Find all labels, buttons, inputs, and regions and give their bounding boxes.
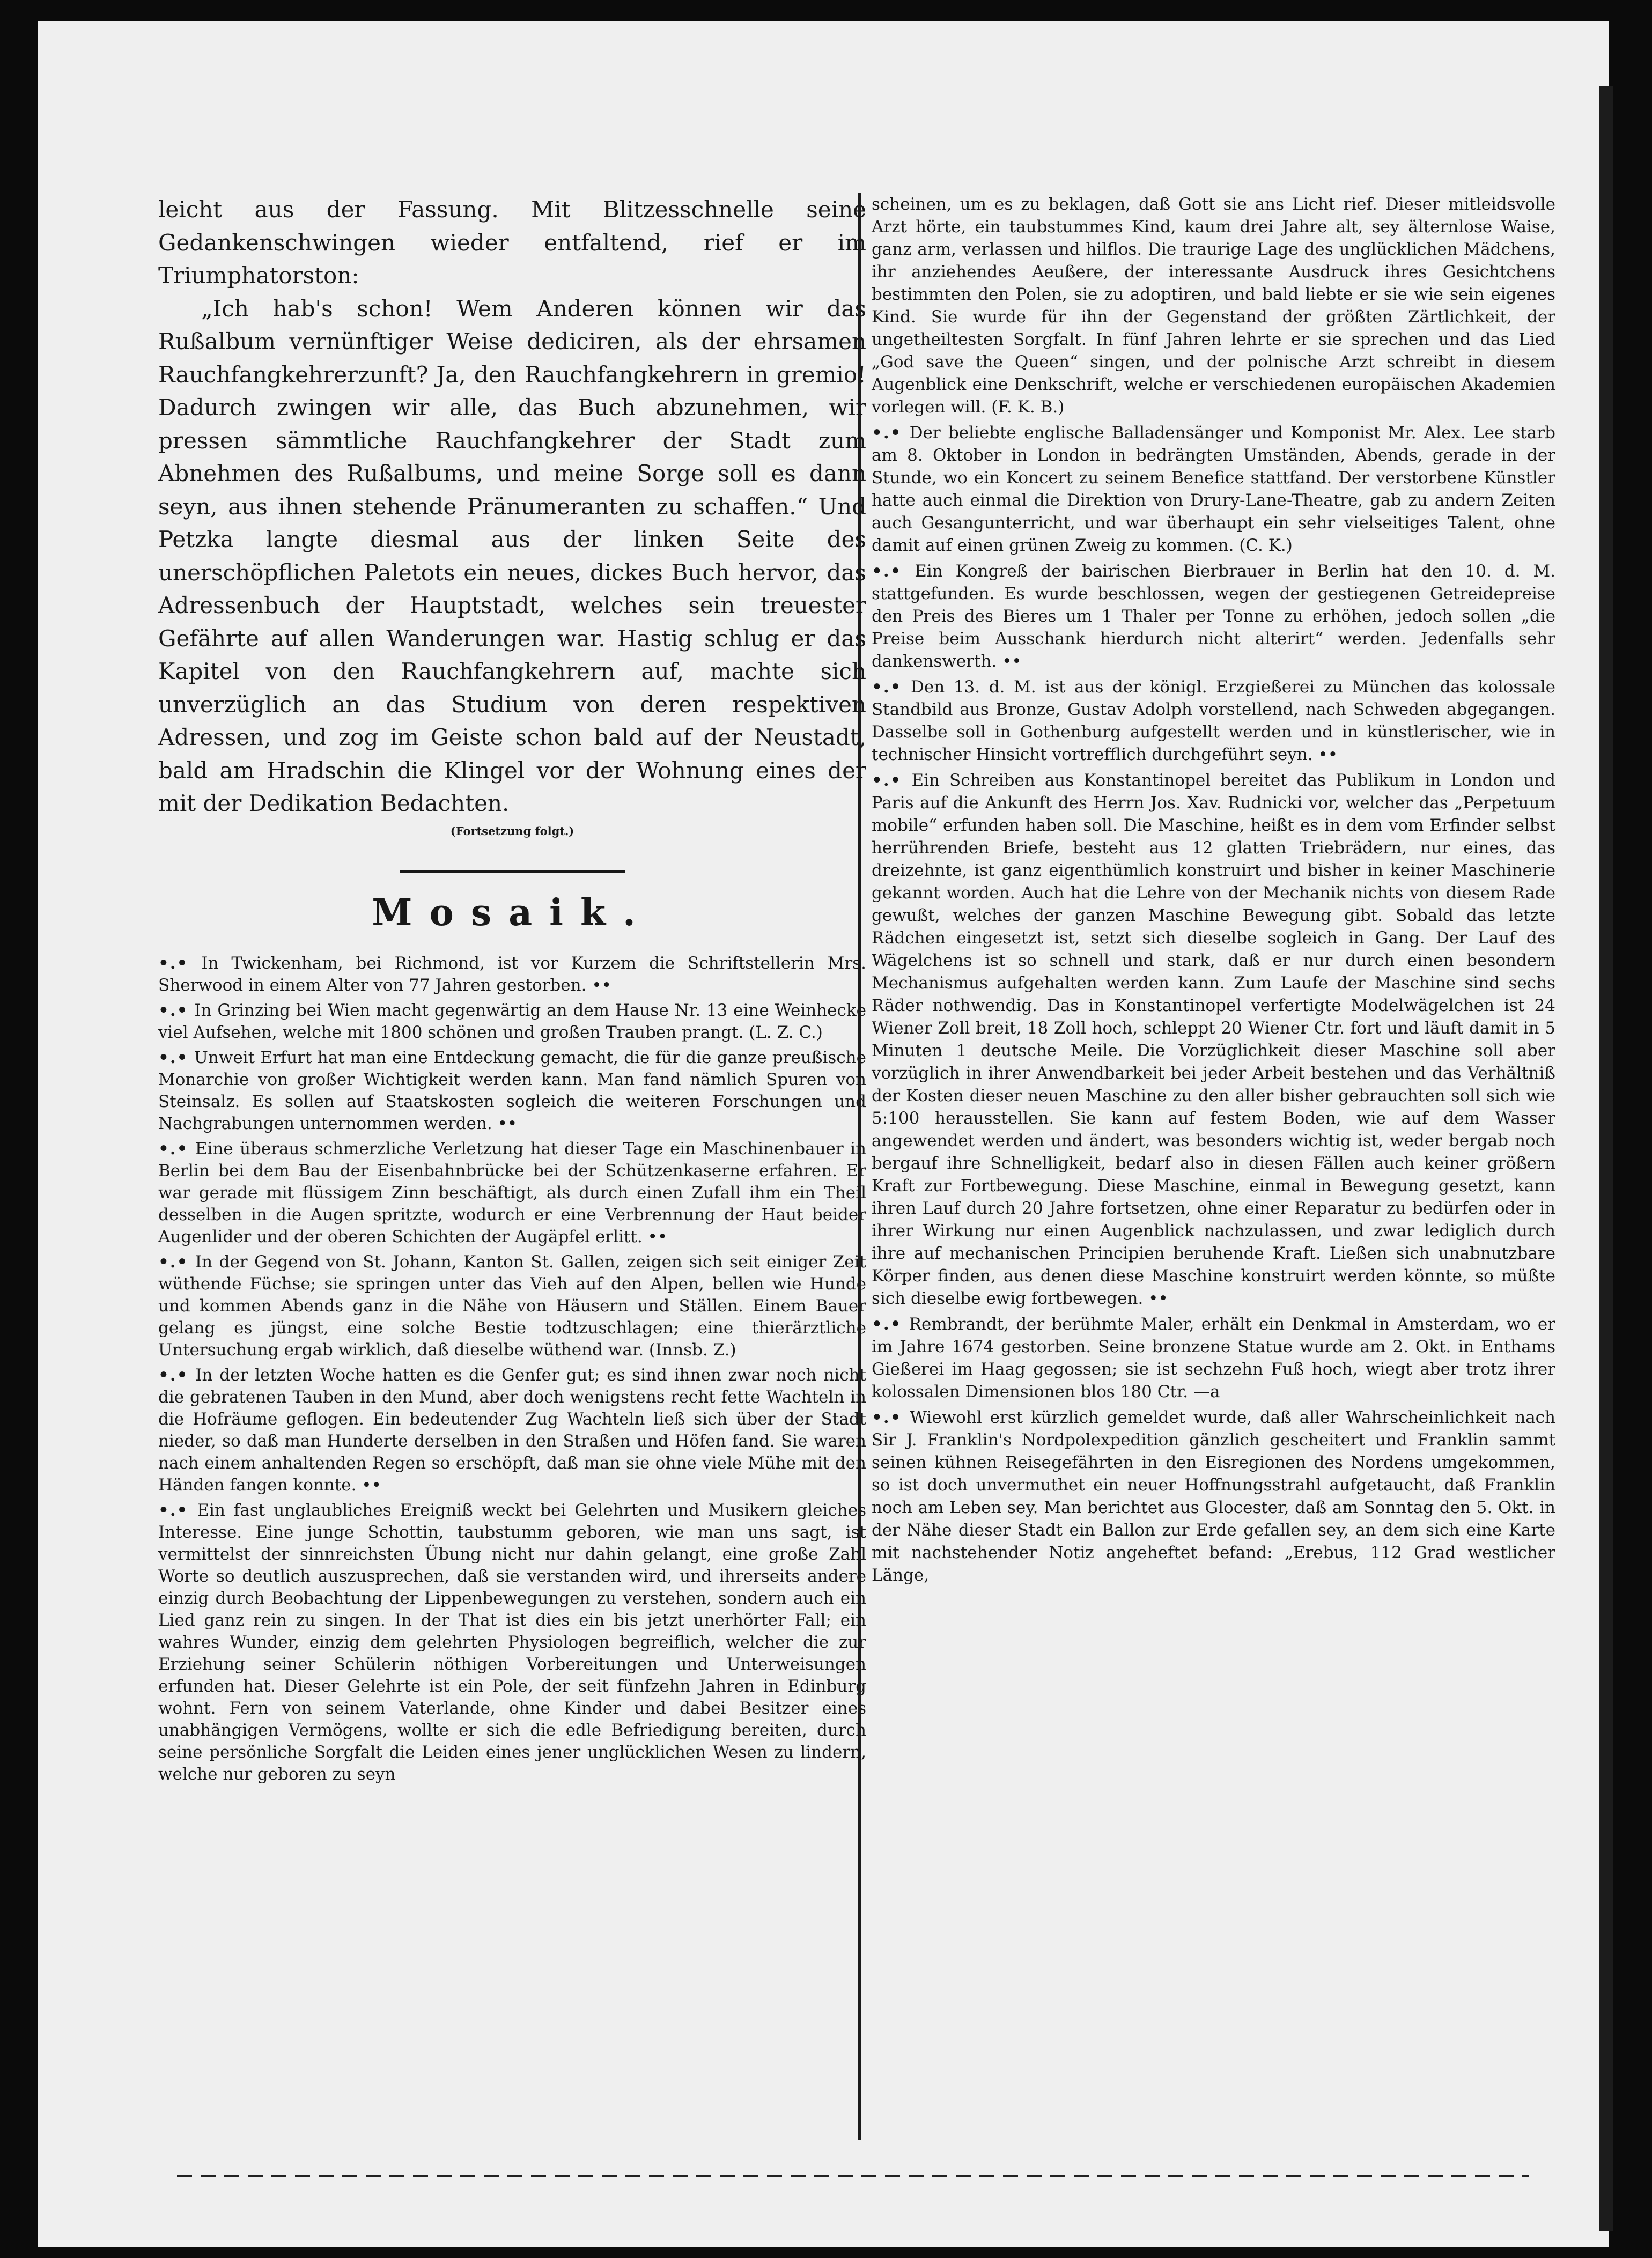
news-item [872,1406,1555,1586]
asterism-icon: •.• [872,1315,902,1334]
page-edge-shadow [1599,86,1613,2231]
continuation-note: (Fortsetzung folgt.) [450,824,574,838]
asterism-icon: •.• [158,1000,189,1020]
news-item [158,1500,866,1785]
news-item [158,1364,866,1496]
news-item [872,1313,1555,1403]
news-text: Ein Schreiben aus Konstantinopel bereitet das Publikum in London und Paris auf die Ankunft des Herrn Jos. Xav. Rudnicki vor, welcher das „Perpetuum mobile“ erfunden haben soll. Die Maschine, heißt es in dem vom Erfinder selbst herrührenden Briefe, besteht aus 12 glatten Triebrädern, nur eines, das dreizehnte, ist ganz eigenthümlich konstruirt und bisher in keiner Maschinerie gekannt worden. Auch hat die Lehre von der Mechanik nichts von diesem Rade gewußt, welches der ganzen Maschine Bewegung gibt. Sobald das letzte Rädchen eingesetzt ist, setzt sich dieselbe sogleich in Gang. Der Lauf des Wägelchens ist so schnell und stark, daß er nur durch einen besondern Mechanismus aufgehalten werden kann. Zum Laufe der Maschine sind sechs Räder nothwendig. Das in Konstantinopel verfertigte Modelwägelchen ist 24 Wiener Zoll breit, 18 Zoll hoch, schleppt 20 Wiener Ctr. fort und läuft damit in 5 Minuten 1 deutsche Meile. Die Vorzüglichkeit dieser Maschine soll aber vorzüglich in ihrer Anwendbarkeit bei jeder Arbeit bestehen und das Verhältniß der Kosten dieser neuen Maschine zu den aller bisher gebrauchten soll sich wie 5:100 herausstellen. Sie kann auf festem Boden, wie auf dem Wasser angewendet werden und ändert, was besonders wichtig ist, weder bergab noch bergauf ihre Schnelligkeit, bedarf also in diesen Fällen auch keiner größern Kraft zur Fortbewegung. Diese Maschine, einmal in Bewegung gesetzt, kann ihren Lauf durch 20 Jahre fortsetzen, ohne einer Reparatur zu bedürfen oder in ihrer Wirkung nur einen Augenblick nachzulassen, und zwar lediglich durch ihre auf mechanischen Principien beruhende Kraft. Ließen sich unabnutzbare Körper finden, aus denen diese Maschine konstruirt werden könnte, so müßte sich dieselbe ewig fortbewegen. •• [872,771,1555,1308]
asterism-icon: •.• [158,1252,189,1272]
asterism-icon: •.• [158,1047,189,1067]
right-column [872,193,1555,1590]
news-item-continued [872,193,1555,418]
news-text: In der letzten Woche hatten es die Genfer gut; es sind ihnen zwar noch nicht die gebratenen Tauben in den Mund, aber doch wenigstens recht fette Wachteln in die Hofräume geflogen. Ein bedeutender Zug Wachteln ließ sich über der Stadt nieder, so daß man Hunderte derselben in den Straßen und Höfen fand. Sie waren nach einem anhaltenden Regen so erschöpft, daß man sie ohne viele Mühe mit den Händen fangen konnte. •• [158,1365,866,1495]
news-text: Ein Kongreß der bairischen Bierbrauer in Berlin hat den 10. d. M. stattgefunden. Es wurde beschlossen, wegen der gestiegenen Getreidepreise den Preis des Bieres um 1 Thaler per Tonne zu erhöhen, jedoch sollen „die Preise beim Ausschank hierdurch nicht alterirt“ werden. Jedenfalls sehr dankenswerth. •• [872,562,1555,671]
asterism-icon: •.• [158,1365,189,1385]
news-item [158,1251,866,1361]
news-text: Der beliebte englische Balladensänger und Komponist Mr. Alex. Lee starb am 8. Oktober in London in bedrängten Umständen, Abends, gerade in der Stunde, wo ein Koncert zu seinem Benefice stattfand. Der verstorbene Künstler hatte auch einmal die Direktion von Drury-Lane-Theatre, gab zu andern Zeiten auch Gesangunterricht, und war überhaupt ein sehr vielseitiges Talent, ohne damit auf einen grünen Zweig zu kommen. (C. K.) [872,423,1555,555]
asterism-icon: •.• [158,1139,189,1158]
news-text: Eine überaus schmerzliche Verletzung hat dieser Tage ein Maschinenbauer in Berlin bei dem Bau der Eisenbahnbrücke bei der Schützenkaserne erfahren. Er war gerade mit flüssigem Zinn beschäftigt, als durch einen Zufall ihm ein Theil desselben in die Augen spritzte, wodurch er eine Verbrennung der Haut beider Augenlider und der oberen Schichten der Augäpfel erlitt. •• [158,1139,866,1246]
mosaik-left-items [158,953,866,1785]
news-text: Den 13. d. M. ist aus der königl. Erzgießerei zu München das kolossale Standbild aus Bronze, Gustav Adolph vorstellend, nach Schweden abgegangen. Dasselbe soll in Gothenburg aufgestellt werden und in künstlerischer, wie in technischer Hinsicht vortrefflich durchgeführt seyn. •• [872,677,1555,764]
news-text: Wiewohl erst kürzlich gemeldet wurde, daß aller Wahrscheinlichkeit nach Sir J. Franklin's Nordpolexpedition gänzlich gescheitert und Franklin sammt seinen kühnen Reisegefährten in den Eisregionen des Nordens umgekommen, so ist doch unvermuthet ein neuer Hoffnungsstrahl aufgetaucht, daß Franklin noch am Leben sey. Man berichtet aus Glocester, daß am Sonntag den 5. Okt. in der Nähe dieser Stadt ein Ballon zur Erde gefallen sey, an dem sich eine Karte mit nachstehender Notiz angeheftet befand: „Erebus, 112 Grad westlicher Länge, [872,1408,1555,1585]
news-text: Unweit Erfurt hat man eine Entdeckung gemacht, die für die ganze preußische Monarchie von großer Wichtigkeit werden kann. Man fand nämlich Spuren von Steinsalz. Es sollen auf Staatskosten sogleich die weiteren Forschungen und Nachgrabungen unternommen werden. •• [158,1047,866,1133]
news-text: In Twickenham, bei Richmond, ist vor Kurzem die Schriftstellerin Mrs. Sherwood in einem Alter von 77 Jahren gestorben. •• [158,953,867,995]
asterism-icon: •.• [158,1500,189,1520]
section-rule [400,870,625,873]
news-item [872,422,1555,557]
asterism-icon: •.• [872,771,902,790]
asterism-icon: •.• [872,1408,902,1427]
asterism-icon: •.• [158,953,189,973]
bottom-dashed-rule [177,2175,1529,2177]
asterism-icon: •.• [872,562,902,581]
news-item [158,1047,866,1135]
story-paragraph: leicht aus der Fassung. Mit Blitzesschnelle seine Gedankenschwingen wieder entfaltend, rief er im Triumphatorston: [158,196,866,289]
asterism-icon: •.• [872,423,902,442]
news-item [872,560,1555,673]
news-item [158,1138,866,1248]
news-text: scheinen, um es zu beklagen, daß Gott sie ans Licht rief. Dieser mitleidsvolle Arzt hörte, ein taubstummes Kind, kaum drei Jahre alt, sey älternlose Waise, ganz arm, verlassen und hilflos. Die traurige Lage des unglücklichen Mädchens, ihr anziehendes Aeußere, der interessante Ausdruck ihres Gesichtchens bestimmten den Polen, sie zu adoptiren, und bald liebte er sie wie sein eigenes Kind. Sie wurde für ihn der Gegenstand der größten Zärtlichkeit, der ungetheiltesten Sorgfalt. In fünf Jahren lehrte er sie sprechen und das Lied „God save the Queen“ singen, und der polnische Arzt schreibt in diesem Augenblick eine Denkschrift, welche er verschiedenen europäischen Akademien vorlegen will. (F. K. B.) [872,195,1555,417]
feuilleton-story [158,193,866,838]
section-title: Mosaik. [372,891,653,934]
news-item [872,676,1555,766]
news-text: Ein fast unglaubliches Ereigniß weckt bei Gelehrten und Musikern gleiches Interesse. Eine junge Schottin, taubstumm geboren, wie man uns sagt, ist vermittelst der sinnreichsten Übung nicht nur dahin gelangt, eine große Zahl Worte so deutlich auszusprechen, daß sie verstanden wird, und ihrerseits andere einzig durch Beobachtung der Lippenbewegungen zu verstehen, sondern auch ein Lied ganz rein zu singen. In der That ist dies ein bis jetzt unerhörter Fall; ein wahres Wunder, einzig dem gelehrten Physiologen begreiflich, welcher die zur Erziehung seiner Schülerin nöthigen Vorbereitungen und Unterweisungen erfunden hat. Dieser Gelehrte ist ein Pole, der seit fünfzehn Jahren in Edinburg wohnt. Fern von seinem Vaterlande, ohne Kinder und dabei Besitzer eines unabhängigen Vermögens, wollte er sich die edle Befriedigung bereiten, durch seine persönliche Sorgfalt die Leiden eines jener unglücklichen Wesen zu lindern, welche nur geboren zu seyn [158,1500,866,1784]
left-column [158,193,866,1789]
news-text: Rembrandt, der berühmte Maler, erhält ein Denkmal in Amsterdam, wo er im Jahre 1674 gestorben. Seine bronzene Statue wurde am 2. Okt. in Enthams Gießerei im Haag gegossen; sie ist sechzehn Fuß hoch, wiegt aber trotz ihrer kolossalen Dimensionen blos 180 Ctr. —a [872,1315,1556,1401]
news-text: In der Gegend von St. Johann, Kanton St. Gallen, zeigen sich seit einiger Zeit wüthende Füchse; sie springen unter das Vieh auf den Alpen, bellen wie Hunde und kommen Abends ganz in die Nähe von Häusern und Ställen. Einem Bauer gelang es jüngst, eine solche Bestie todtzuschlagen; eine thierärztliche Untersuchung ergab wirklich, daß dieselbe wüthend war. (Innsb. Z.) [158,1252,867,1360]
news-text: In Grinzing bei Wien macht gegenwärtig an dem Hause Nr. 13 eine Weinhecke viel Aufsehen, welche mit 1800 schönen und großen Trauben prangt. (L. Z. C.) [158,1000,867,1042]
news-item [158,1000,866,1044]
news-item [872,769,1555,1310]
story-paragraph: „Ich hab's schon! Wem Anderen können wir das Rußalbum vernünftiger Weise dediciren, als der ehrsamen Rauchfangkehrerzunft? Ja, den Rauchfangkehrern in gremio! Dadurch zwingen wir alle, das Buch abzunehmen, wir pressen sämmtliche Rauchfangkehrer der Stadt zum Abnehmen des Rußalbums, und meine Sorge soll es dann seyn, aus ihnen stehende Pränumeranten zu schaffen.“ Und Petzka langte diesmal aus der linken Seite des unerschöpflichen Paletots ein neues, dickes Buch hervor, das Adressenbuch der Hauptstadt, welches sein treuester Gefährte auf allen Wanderungen war. Hastig schlug er das Kapitel von den Rauchfangkehrern auf, machte sich unverzüglich an das Studium von deren respektiven Adressen, und zog im Geiste schon bald auf der Neustadt, bald am Hradschin die Klingel vor der Wohnung eines der mit der Dedikation Bedachten. [158,295,866,816]
news-item [158,953,866,997]
asterism-icon: •.• [872,677,902,697]
